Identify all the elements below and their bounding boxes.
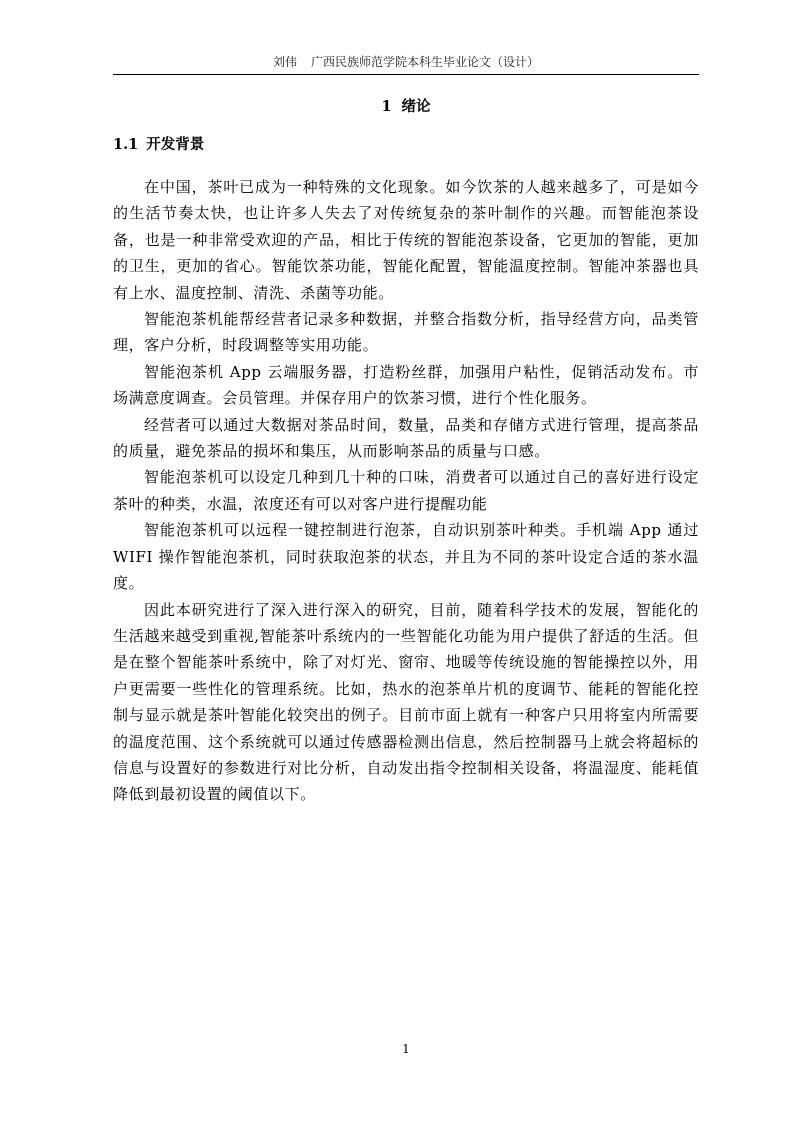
page-header <box>113 51 699 75</box>
paragraph: 智能泡茶机能帮经营者记录多种数据，并整合指数分析，指导经营方向，品类管理，客户分析，时段调整等实用功能。 <box>113 310 699 355</box>
header-institution: 广西民族师范学院本科生毕业论文（设计） <box>311 55 540 69</box>
paragraph: 智能泡茶机可以远程一键控制进行泡茶，自动识别茶叶种类。手机端 App 通过 WIFI 操作智能泡茶机，同时获取泡茶的状态，并且为不同的茶叶设定合适的茶水温度。 <box>113 521 699 593</box>
section-title: 开发背景 <box>146 136 205 153</box>
body-text <box>113 174 699 808</box>
header-author: 刘伟 <box>272 55 297 69</box>
page-number: 1 <box>402 1042 410 1056</box>
section-number: 1.1 <box>113 136 139 153</box>
paragraph: 智能泡茶机 App 云端服务器，打造粉丝群，加强用户粘性，促销活动发布。市场满意度调查。会员管理。并保存用户的饮茶习惯，进行个性化服务。 <box>113 362 699 408</box>
chapter-title: 绪论 <box>401 98 431 115</box>
paragraph: 因此本研究进行了深入进行深入的研究，目前，随着科学技术的发展，智能化的生活越来越受到重视,智能茶叶系统内的一些智能化功能为用户提供了舒适的生活。但是在整个智能茶叶系统中，除了对灯光、窗帘、地暖等传统设施的智能操控以外，用户更需要一些性化的管理系统。比如，热水的泡茶单片机的度调节、能耗的智能化控制与显示就是茶叶智能化较突出的例子。目前市面上就有一种客户只用将室内所需要的温度范围、这个系统就可以通过传感器检测出信息，然后控制器马上就会将超标的信息与设置好的参数进行对比分析，自动发出指令控制相关设备，将温湿度、能耗值降低到最初设置的阈值以下。 <box>113 600 699 804</box>
section-heading <box>113 133 204 157</box>
paragraph: 经营者可以通过大数据对茶品时间，数量，品类和存储方式进行管理，提高茶品的质量，避免茶品的损坏和集压，从而影响茶品的质量与口感。 <box>113 415 699 461</box>
chapter-number: 1 <box>381 98 392 115</box>
paragraph: 智能泡茶机可以设定几种到几十种的口味，消费者可以通过自己的喜好进行设定茶叶的种类，水温，浓度还有可以对客户进行提醒功能 <box>113 468 699 513</box>
paragraph: 在中国，茶叶已成为一种特殊的文化现象。如今饮茶的人越来越多了，可是如今的生活节奏太快，也让许多人失去了对传统复杂的茶叶制作的兴趣。而智能泡茶设备，也是一种非常受欢迎的产品，相比于传统的智能泡茶设备，它更加的智能，更加的卫生，更加的省心。智能饮茶功能，智能化配置，智能温度控制。智能冲茶器也具有上水、温度控制、清洗、杀菌等功能。 <box>113 178 699 302</box>
chapter-heading <box>113 95 699 119</box>
